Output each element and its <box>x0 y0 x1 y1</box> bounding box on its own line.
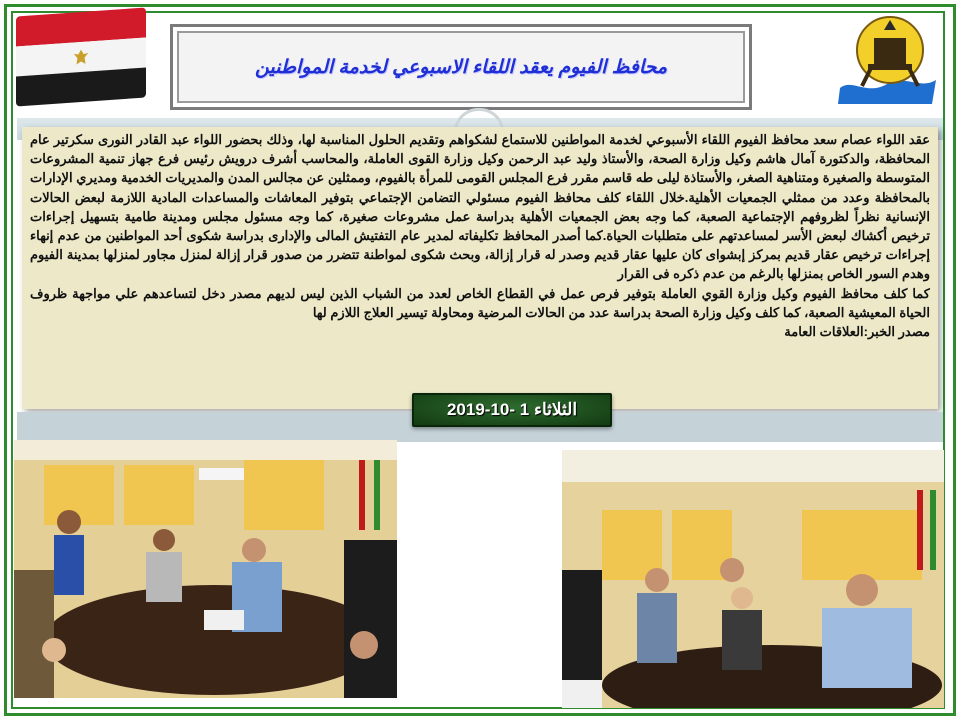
fayoum-governorate-logo-icon <box>832 8 942 108</box>
article-body <box>30 130 930 408</box>
article-source: مصدر الخبر:العلاقات العامة <box>784 324 930 340</box>
article-paragraph-1: عقد اللواء عصام سعد محافظ الفيوم اللقاء الأسبوعي لخدمة المواطنين للاستماع لشكواهم وتقديم الحلول المناسبة لها، وذلك بحضور اللواء عبد القادر النورى سكرتير عام المحافظة، والدكتورة آمال هاشم وكيل وزارة الصحة، والأستاذ وليد عبد الرحمن وكيل وزارة القوى العاملة، والمحاسب أشرف درويش رئيس فرع جهاز تنمية المشروعات المتوسطة والصغيرة ومتناهية الصغر، والأستاذة ليلى طه قاسم مقرر فرع المجلس القومى للمرأة بالفيوم، وممثلين عن مجالس المدن والمديريات الخدمية ومديري الإدارات بالمحافظة وعدد من ممثلي الجمعيات الأهلية.خلال اللقاء كلف محافظ الفيوم مسئولي التضامن الإجتماعي بتوفير المعاشات والمساعدات المادية اللازمة لبعض الحالات الإنسانية نظراً لظروفهم الإجتماعية الصعبة، كما وجه بعض الجمعيات الأهلية بدراسة عمل مشروعات صغيرة، كما وجه مسئول مجلس ومدينة طامية بتسهيل إجراءات ترخيص أكشاك لبعض الأسر لمساعدتهم على متطلبات الحياة.كما أصدر المحافظ تكليفاته لمدير عام التفتيش المالى والإدارى بدراسة شكوى أحد المواطنين من عدم إنهاء إجراءات ترخيص عقار قديم بمركز إبشواى كان عليها عقار قديم وصدر له قرار إزالة، وبحث شكوى لمواطنة تتضرر من صدور قرار إزالة لمنزل مجاور لمنزلها بمدينة الفيوم وهدم السور الخاص بمنزلها بالرغم من عدم ذكره فى القرار <box>30 132 930 282</box>
date-badge: الثلاثاء 1 -10-2019 <box>412 393 612 427</box>
title-box <box>170 24 752 110</box>
page-title: محافظ الفيوم يعقد اللقاء الاسبوعي لخدمة المواطنين <box>254 56 668 78</box>
eagle-emblem-icon <box>72 47 90 66</box>
meeting-photo-right-icon <box>562 450 944 708</box>
meeting-photo-left-icon <box>14 440 397 698</box>
egypt-flag-icon <box>16 7 146 106</box>
article-paragraph-2: كما كلف محافظ الفيوم وكيل وزارة القوي العاملة بتوفير فرص عمل في القطاع الخاص لعدد من الشباب الذين ليس لديهم مصدر دخل لتساعدهم علي مواجهة ظروف الحياة المعيشية الصعبة، كما كلف وكيل وزارة الصحة بدراسة عدد من الحالات المرضية ومحاولة تيسير العلاج اللازم لها <box>30 285 930 320</box>
